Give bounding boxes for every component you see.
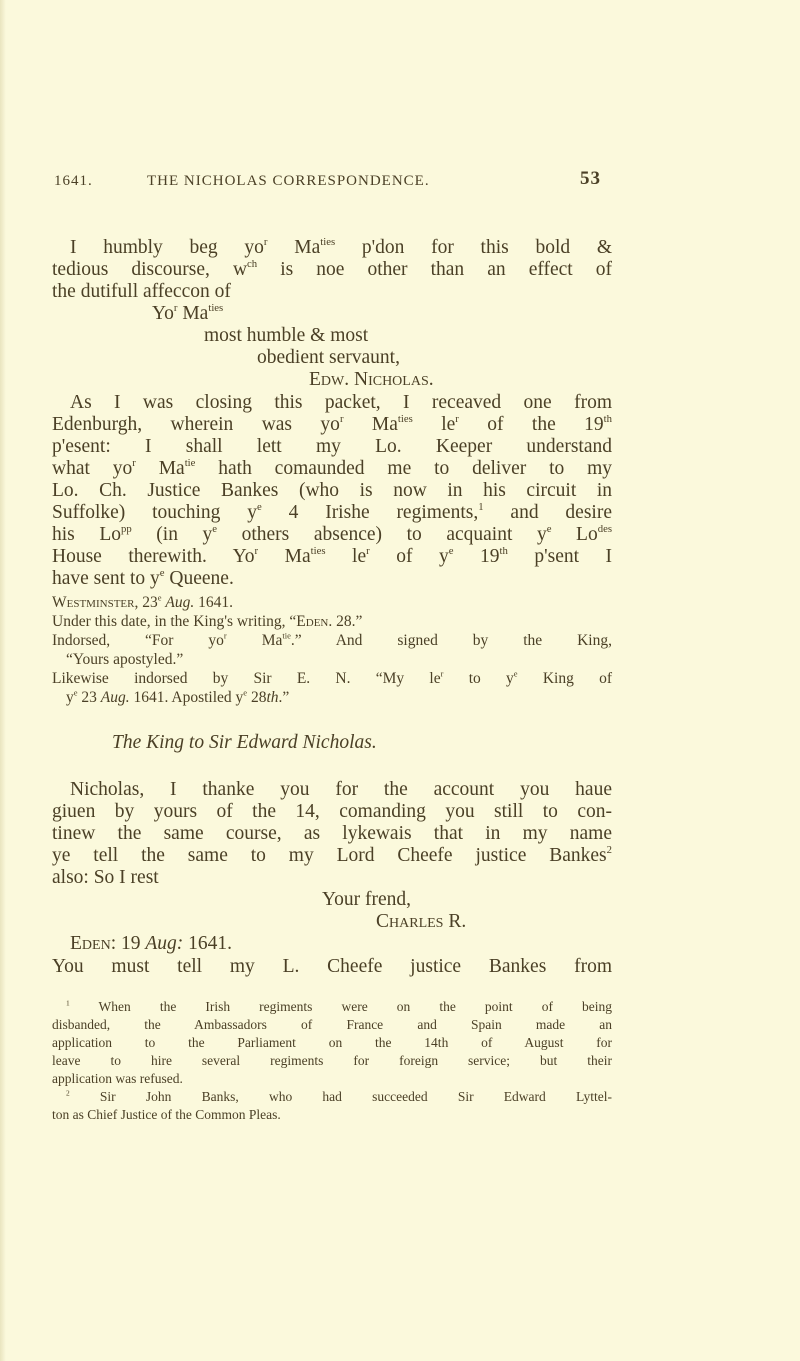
superscript: e bbox=[256, 500, 262, 513]
superscript: e bbox=[546, 522, 552, 535]
superscript: ties bbox=[208, 301, 224, 314]
section-heading: The King to Sir Edward Nicholas. bbox=[112, 732, 377, 753]
superscript: ties bbox=[397, 412, 413, 425]
letter-text: the dutifull affeccon of bbox=[52, 281, 231, 302]
superscript: des bbox=[597, 522, 612, 535]
page-edge-shadow bbox=[0, 0, 6, 1361]
letter-text: ye tell the same to my Lord Cheefe justice Bankes$^2$ bbox=[52, 843, 612, 866]
superscript: tie bbox=[184, 456, 196, 469]
superscript: e bbox=[73, 687, 78, 698]
superscript: e bbox=[159, 566, 165, 579]
footnote: $^1$ When the Irish regiments were on the point of being bbox=[66, 998, 612, 1014]
superscript: r bbox=[455, 412, 459, 425]
superscript: r bbox=[254, 544, 259, 557]
superscript: r bbox=[223, 630, 227, 641]
header-year: 1641. bbox=[54, 173, 93, 189]
letter-text: You must tell my L. Cheefe justice Bankes from bbox=[52, 956, 612, 977]
dateline: Westminster, 23e Aug. 1641. bbox=[52, 592, 233, 611]
superscript: r bbox=[173, 301, 178, 314]
superscript: r bbox=[366, 544, 370, 557]
footnote: leave to hire several regiments for foreign service; but their bbox=[52, 1053, 612, 1068]
superscript: ties bbox=[320, 235, 336, 248]
editorial-note: Indorsed, “For $yo^r$ $Ma^{tie}$.” And signed by the King, bbox=[52, 630, 612, 649]
postscript-text: Lo. Ch. Justice Bankes (who is now in his circuit in bbox=[52, 480, 612, 501]
footnote: ton as Chief Justice of the Common Pleas. bbox=[52, 1107, 281, 1122]
letter-text: also: So I rest bbox=[52, 867, 159, 888]
letter-text: Nicholas, I thanke you for the account you haue bbox=[70, 779, 612, 800]
editorial-note: “Yours apostyled.” bbox=[66, 651, 184, 668]
letter-text: tinew the same course, as lykewais that in my name bbox=[52, 823, 612, 844]
postscript-text: have sent to $y^e$ Queene. bbox=[52, 566, 234, 589]
superscript: r bbox=[440, 668, 444, 679]
page-number: 53 bbox=[580, 168, 601, 189]
dateline: Eden: 19 Aug: 1641. bbox=[70, 933, 233, 954]
postscript-text: Edenburgh, wherein was $yo^r$ $Ma^{ties}$ $le^r$ of the 19th bbox=[52, 412, 612, 435]
superscript: r bbox=[263, 235, 268, 248]
superscript: 1 bbox=[478, 500, 484, 513]
superscript: tie bbox=[282, 630, 291, 641]
closing-salutation: Your frend, bbox=[322, 889, 412, 910]
superscript: e bbox=[243, 687, 248, 698]
running-title: THE NICHOLAS CORRESPONDENCE. bbox=[147, 173, 430, 189]
signature: Charles R. bbox=[376, 911, 467, 932]
superscript: e bbox=[513, 668, 518, 679]
letter-text: tedious discourse, $w^{ch}$ is noe other than an effect of bbox=[52, 257, 613, 280]
superscript: th bbox=[499, 544, 508, 557]
footnote: disbanded, the Ambassadors of France and Spain made an bbox=[52, 1017, 612, 1032]
editorial-note: $y^e$ 23 Aug. 1641. Apostiled $y^e$ 28th.” bbox=[66, 687, 290, 706]
superscript: ties bbox=[310, 544, 326, 557]
superscript: th bbox=[603, 412, 612, 425]
superscript: ch bbox=[247, 257, 258, 270]
superscript: 2 bbox=[606, 843, 612, 856]
postscript-text: House therewith. Yo$^r$ $Ma^{ties}$ $le^r$ of $y^e$ 19th p'sent I bbox=[52, 544, 613, 567]
closing-salutation: Yo$^r$ $Ma^{ties}$ bbox=[152, 301, 224, 324]
postscript-text: p'esent: I shall lett my Lo. Keeper understand bbox=[52, 436, 612, 457]
footnote: $^2$ Sir John Banks, who had succeeded Sir Edward Lyttel- bbox=[66, 1088, 612, 1104]
postscript-text: his $Lo^{pp}$ (in $y^e$ others absence) to acquaint $y^e$ $Lo^{des}$ bbox=[52, 522, 612, 545]
footnote: application was refused. bbox=[52, 1071, 183, 1086]
superscript: e bbox=[157, 592, 162, 603]
superscript: e bbox=[212, 522, 218, 535]
letter-text: giuen by yours of the 14, comanding you still to con- bbox=[52, 801, 612, 822]
postscript-text: what $yo^r$ $Ma^{tie}$ hath comaunded me to deliver to my bbox=[52, 456, 613, 479]
editorial-note: Likewise indorsed by Sir E. N. “My $le^r$ to $y^e$ King of bbox=[52, 668, 612, 687]
superscript: 2 bbox=[66, 1088, 70, 1098]
closing-salutation: most humble & most bbox=[204, 325, 369, 346]
postscript-text: Suffolke) touching $y^e$ 4 Irishe regiments,$^1$ and desire bbox=[52, 500, 612, 523]
editorial-note: Under this date, in the King's writing, “Eden. 28.” bbox=[52, 613, 363, 630]
superscript: e bbox=[448, 544, 454, 557]
signature: Edw. Nicholas. bbox=[309, 369, 434, 390]
superscript: r bbox=[132, 456, 136, 469]
closing-salutation: obedient servaunt, bbox=[257, 347, 400, 368]
letter-text: I humbly beg $yo^r$ $Ma^{ties}$ p'don for this bold & bbox=[70, 235, 613, 258]
postscript-text: As I was closing this packet, I receaved one from bbox=[70, 392, 612, 413]
superscript: r bbox=[339, 412, 344, 425]
superscript: 1 bbox=[66, 998, 70, 1008]
footnote: application to the Parliament on the 14th of August for bbox=[52, 1035, 612, 1050]
superscript: pp bbox=[121, 522, 132, 535]
